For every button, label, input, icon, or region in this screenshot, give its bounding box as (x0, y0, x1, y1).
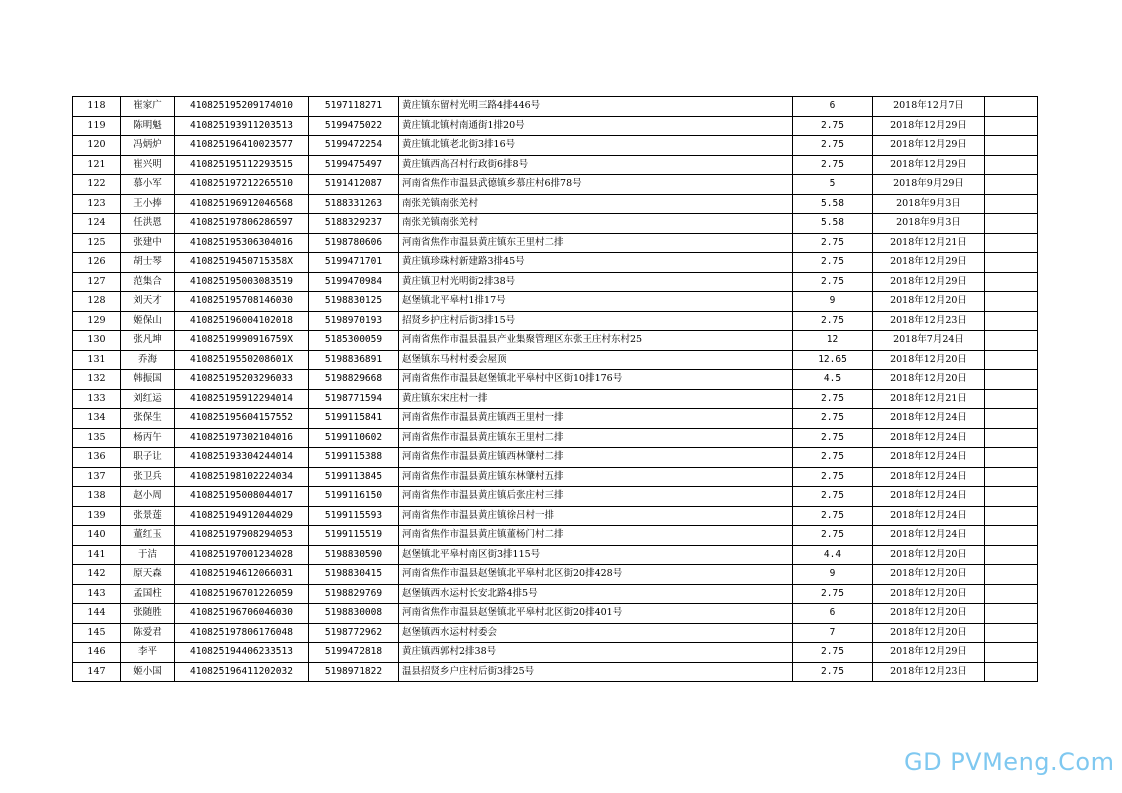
capacity-cell: 5 (793, 175, 873, 195)
address-cell: 河南省焦作市温县武德镇乡慕庄村6排78号 (399, 175, 793, 195)
address-cell: 河南省焦作市温县温县产业集聚管理区东张王庄村东村25 (399, 331, 793, 351)
capacity-cell: 4.5 (793, 370, 873, 390)
row-number-cell: 133 (73, 389, 121, 409)
row-number-cell: 137 (73, 467, 121, 487)
account-number-cell: 5198830415 (309, 565, 399, 585)
id-number-cell: 41082519550208601X (175, 350, 309, 370)
row-number-cell: 122 (73, 175, 121, 195)
id-number-cell: 410825196706046030 (175, 604, 309, 624)
date-cell: 2018年9月3日 (873, 214, 985, 234)
account-number-cell: 5188331263 (309, 194, 399, 214)
account-number-cell: 5199472254 (309, 136, 399, 156)
name-cell: 崔家广 (121, 97, 175, 117)
account-number-cell: 5198830590 (309, 545, 399, 565)
capacity-cell: 2.75 (793, 467, 873, 487)
capacity-cell: 12 (793, 331, 873, 351)
row-number-cell: 124 (73, 214, 121, 234)
table-row (73, 214, 1038, 234)
capacity-cell: 7 (793, 623, 873, 643)
empty-cell (985, 370, 1038, 390)
id-number-cell: 410825195003083519 (175, 272, 309, 292)
name-cell: 张随胜 (121, 604, 175, 624)
name-cell: 陈明魁 (121, 116, 175, 136)
id-number-cell: 410825197806286597 (175, 214, 309, 234)
empty-cell (985, 467, 1038, 487)
empty-cell (985, 214, 1038, 234)
name-cell: 胡士琴 (121, 253, 175, 273)
name-cell: 张景莲 (121, 506, 175, 526)
date-cell: 2018年12月20日 (873, 292, 985, 312)
table-row (73, 233, 1038, 253)
empty-cell (985, 604, 1038, 624)
date-cell: 2018年12月24日 (873, 506, 985, 526)
id-number-cell: 410825196410023577 (175, 136, 309, 156)
account-number-cell: 5199475022 (309, 116, 399, 136)
id-number-cell: 410825195306304016 (175, 233, 309, 253)
address-cell: 河南省焦作市温县黄庄镇后张庄村三排 (399, 487, 793, 507)
capacity-cell: 2.75 (793, 584, 873, 604)
address-cell: 招贤乡护庄村后街3排15号 (399, 311, 793, 331)
row-number-cell: 131 (73, 350, 121, 370)
id-number-cell: 410825193911203513 (175, 116, 309, 136)
row-number-cell: 144 (73, 604, 121, 624)
empty-cell (985, 584, 1038, 604)
row-number-cell: 139 (73, 506, 121, 526)
id-number-cell: 410825197302104016 (175, 428, 309, 448)
row-number-cell: 123 (73, 194, 121, 214)
id-number-cell: 410825193304244014 (175, 448, 309, 468)
id-number-cell: 410825197212265510 (175, 175, 309, 195)
row-number-cell: 119 (73, 116, 121, 136)
date-cell: 2018年12月23日 (873, 311, 985, 331)
table-row (73, 370, 1038, 390)
address-cell: 温县招贤乡户庄村后街3排25号 (399, 662, 793, 682)
table-row (73, 409, 1038, 429)
capacity-cell: 6 (793, 604, 873, 624)
id-number-cell: 410825195708146030 (175, 292, 309, 312)
table-row (73, 116, 1038, 136)
date-cell: 2018年12月24日 (873, 526, 985, 546)
address-cell: 黄庄镇东留村光明三路4排446号 (399, 97, 793, 117)
records-body (73, 97, 1038, 682)
address-cell: 黄庄镇北镇老北街3排16号 (399, 136, 793, 156)
empty-cell (985, 331, 1038, 351)
empty-cell (985, 272, 1038, 292)
account-number-cell: 5198829769 (309, 584, 399, 604)
row-number-cell: 125 (73, 233, 121, 253)
name-cell: 姬保山 (121, 311, 175, 331)
date-cell: 2018年12月20日 (873, 370, 985, 390)
empty-cell (985, 136, 1038, 156)
row-number-cell: 130 (73, 331, 121, 351)
table-row (73, 253, 1038, 273)
date-cell: 2018年9月3日 (873, 194, 985, 214)
date-cell: 2018年12月29日 (873, 272, 985, 292)
date-cell: 2018年12月29日 (873, 116, 985, 136)
address-cell: 黄庄镇珍珠村新建路3排45号 (399, 253, 793, 273)
empty-cell (985, 565, 1038, 585)
account-number-cell: 5198970193 (309, 311, 399, 331)
address-cell: 南张羌镇南张羌村 (399, 194, 793, 214)
empty-cell (985, 409, 1038, 429)
date-cell: 2018年12月20日 (873, 584, 985, 604)
id-number-cell: 410825196411202032 (175, 662, 309, 682)
empty-cell (985, 292, 1038, 312)
address-cell: 黄庄镇北镇村南通街1排20号 (399, 116, 793, 136)
capacity-cell: 12.65 (793, 350, 873, 370)
account-number-cell: 5199113845 (309, 467, 399, 487)
empty-cell (985, 545, 1038, 565)
empty-cell (985, 253, 1038, 273)
table-row (73, 155, 1038, 175)
address-cell: 赵堡镇东马村村委会屋顶 (399, 350, 793, 370)
id-number-cell: 410825196004102018 (175, 311, 309, 331)
account-number-cell: 5198772962 (309, 623, 399, 643)
date-cell: 2018年12月29日 (873, 136, 985, 156)
address-cell: 河南省焦作市温县黄庄镇东王里村二排 (399, 233, 793, 253)
row-number-cell: 126 (73, 253, 121, 273)
id-number-cell: 410825194406233513 (175, 643, 309, 663)
account-number-cell: 5198829668 (309, 370, 399, 390)
watermark-text: GD PVMeng.Com (904, 748, 1115, 776)
name-cell: 慕小军 (121, 175, 175, 195)
row-number-cell: 145 (73, 623, 121, 643)
date-cell: 2018年12月24日 (873, 467, 985, 487)
table-row (73, 311, 1038, 331)
capacity-cell: 2.75 (793, 526, 873, 546)
capacity-cell: 2.75 (793, 643, 873, 663)
capacity-cell: 5.58 (793, 214, 873, 234)
name-cell: 冯炳炉 (121, 136, 175, 156)
account-number-cell: 5197118271 (309, 97, 399, 117)
id-number-cell: 41082519990916759X (175, 331, 309, 351)
table-row (73, 194, 1038, 214)
capacity-cell: 2.75 (793, 409, 873, 429)
name-cell: 赵小周 (121, 487, 175, 507)
row-number-cell: 143 (73, 584, 121, 604)
name-cell: 刘天才 (121, 292, 175, 312)
records-table (72, 96, 1038, 682)
empty-cell (985, 194, 1038, 214)
name-cell: 张保生 (121, 409, 175, 429)
empty-cell (985, 662, 1038, 682)
table-row (73, 545, 1038, 565)
account-number-cell: 5188329237 (309, 214, 399, 234)
name-cell: 张建中 (121, 233, 175, 253)
capacity-cell: 2.75 (793, 662, 873, 682)
table-row (73, 643, 1038, 663)
address-cell: 河南省焦作市温县赵堡镇北平皋村中区街10排176号 (399, 370, 793, 390)
row-number-cell: 134 (73, 409, 121, 429)
table-row (73, 331, 1038, 351)
table-row (73, 487, 1038, 507)
date-cell: 2018年12月24日 (873, 428, 985, 448)
address-cell: 赵堡镇北平皋村南区街3排115号 (399, 545, 793, 565)
id-number-cell: 410825195112293515 (175, 155, 309, 175)
id-number-cell: 410825195203296033 (175, 370, 309, 390)
capacity-cell: 9 (793, 292, 873, 312)
table-row (73, 565, 1038, 585)
empty-cell (985, 155, 1038, 175)
address-cell: 河南省焦作市温县黄庄镇东王里村二排 (399, 428, 793, 448)
capacity-cell: 2.75 (793, 448, 873, 468)
name-cell: 董红玉 (121, 526, 175, 546)
date-cell: 2018年12月21日 (873, 233, 985, 253)
date-cell: 2018年12月20日 (873, 350, 985, 370)
capacity-cell: 5.58 (793, 194, 873, 214)
table-row (73, 467, 1038, 487)
table-row (73, 136, 1038, 156)
account-number-cell: 5199116150 (309, 487, 399, 507)
id-number-cell: 410825196912046568 (175, 194, 309, 214)
capacity-cell: 2.75 (793, 253, 873, 273)
date-cell: 2018年12月20日 (873, 545, 985, 565)
date-cell: 2018年12月29日 (873, 643, 985, 663)
table-row (73, 662, 1038, 682)
account-number-cell: 5199472818 (309, 643, 399, 663)
empty-cell (985, 389, 1038, 409)
empty-cell (985, 97, 1038, 117)
capacity-cell: 2.75 (793, 428, 873, 448)
address-cell: 赵堡镇西水运村村委会 (399, 623, 793, 643)
row-number-cell: 121 (73, 155, 121, 175)
name-cell: 李平 (121, 643, 175, 663)
row-number-cell: 128 (73, 292, 121, 312)
date-cell: 2018年12月29日 (873, 155, 985, 175)
id-number-cell: 410825195008044017 (175, 487, 309, 507)
capacity-cell: 6 (793, 97, 873, 117)
address-cell: 河南省焦作市温县黄庄镇西王里村一排 (399, 409, 793, 429)
address-cell: 河南省焦作市温县黄庄镇东林肇村五排 (399, 467, 793, 487)
account-number-cell: 5198830008 (309, 604, 399, 624)
id-number-cell: 410825194912044029 (175, 506, 309, 526)
address-cell: 南张羌镇南张羌村 (399, 214, 793, 234)
capacity-cell: 2.75 (793, 506, 873, 526)
address-cell: 黄庄镇东宋庄村一排 (399, 389, 793, 409)
empty-cell (985, 526, 1038, 546)
capacity-cell: 9 (793, 565, 873, 585)
row-number-cell: 146 (73, 643, 121, 663)
date-cell: 2018年12月7日 (873, 97, 985, 117)
row-number-cell: 129 (73, 311, 121, 331)
id-number-cell: 410825196701226059 (175, 584, 309, 604)
date-cell: 2018年12月20日 (873, 623, 985, 643)
id-number-cell: 410825195209174010 (175, 97, 309, 117)
row-number-cell: 132 (73, 370, 121, 390)
table-row (73, 292, 1038, 312)
address-cell: 河南省焦作市温县黄庄镇西林肇村二排 (399, 448, 793, 468)
account-number-cell: 5185300059 (309, 331, 399, 351)
account-number-cell: 5198971822 (309, 662, 399, 682)
account-number-cell: 5198836891 (309, 350, 399, 370)
date-cell: 2018年9月29日 (873, 175, 985, 195)
table-row (73, 428, 1038, 448)
table-row (73, 175, 1038, 195)
empty-cell (985, 623, 1038, 643)
row-number-cell: 127 (73, 272, 121, 292)
account-number-cell: 5199470984 (309, 272, 399, 292)
name-cell: 张凡坤 (121, 331, 175, 351)
date-cell: 2018年12月20日 (873, 565, 985, 585)
date-cell: 2018年12月24日 (873, 448, 985, 468)
name-cell: 张卫兵 (121, 467, 175, 487)
address-cell: 河南省焦作市温县黄庄镇董杨门村二排 (399, 526, 793, 546)
date-cell: 2018年12月24日 (873, 409, 985, 429)
row-number-cell: 120 (73, 136, 121, 156)
account-number-cell: 5199115841 (309, 409, 399, 429)
account-number-cell: 5199115388 (309, 448, 399, 468)
empty-cell (985, 487, 1038, 507)
address-cell: 河南省焦作市温县黄庄镇徐吕村一排 (399, 506, 793, 526)
address-cell: 黄庄镇卫村光明街2排38号 (399, 272, 793, 292)
row-number-cell: 136 (73, 448, 121, 468)
name-cell: 孟国柱 (121, 584, 175, 604)
name-cell: 任洪恩 (121, 214, 175, 234)
date-cell: 2018年12月21日 (873, 389, 985, 409)
capacity-cell: 2.75 (793, 487, 873, 507)
records-sheet (72, 96, 1037, 682)
table-row (73, 389, 1038, 409)
name-cell: 于洁 (121, 545, 175, 565)
date-cell: 2018年12月20日 (873, 604, 985, 624)
address-cell: 赵堡镇西水运村长安北路4排5号 (399, 584, 793, 604)
name-cell: 陈爱君 (121, 623, 175, 643)
id-number-cell: 410825197806176048 (175, 623, 309, 643)
row-number-cell: 141 (73, 545, 121, 565)
id-number-cell: 410825197001234028 (175, 545, 309, 565)
row-number-cell: 147 (73, 662, 121, 682)
id-number-cell: 410825195604157552 (175, 409, 309, 429)
capacity-cell: 2.75 (793, 116, 873, 136)
empty-cell (985, 233, 1038, 253)
empty-cell (985, 350, 1038, 370)
capacity-cell: 2.75 (793, 155, 873, 175)
id-number-cell: 410825197908294053 (175, 526, 309, 546)
date-cell: 2018年12月29日 (873, 253, 985, 273)
table-row (73, 623, 1038, 643)
table-row (73, 604, 1038, 624)
empty-cell (985, 428, 1038, 448)
address-cell: 黄庄镇西高召村行政街6排8号 (399, 155, 793, 175)
capacity-cell: 2.75 (793, 233, 873, 253)
account-number-cell: 5198830125 (309, 292, 399, 312)
account-number-cell: 5198771594 (309, 389, 399, 409)
address-cell: 黄庄镇西郭村2排38号 (399, 643, 793, 663)
name-cell: 职子让 (121, 448, 175, 468)
account-number-cell: 5199110602 (309, 428, 399, 448)
account-number-cell: 5199115593 (309, 506, 399, 526)
id-number-cell: 41082519450715358X (175, 253, 309, 273)
name-cell: 韩振国 (121, 370, 175, 390)
capacity-cell: 2.75 (793, 389, 873, 409)
address-cell: 河南省焦作市温县赵堡镇北平皋村北区街20排401号 (399, 604, 793, 624)
table-row (73, 97, 1038, 117)
name-cell: 姬小国 (121, 662, 175, 682)
row-number-cell: 140 (73, 526, 121, 546)
table-row (73, 272, 1038, 292)
empty-cell (985, 311, 1038, 331)
name-cell: 乔海 (121, 350, 175, 370)
empty-cell (985, 116, 1038, 136)
table-row (73, 526, 1038, 546)
name-cell: 刘红运 (121, 389, 175, 409)
row-number-cell: 118 (73, 97, 121, 117)
address-cell: 河南省焦作市温县赵堡镇北平皋村北区街20排428号 (399, 565, 793, 585)
row-number-cell: 138 (73, 487, 121, 507)
id-number-cell: 410825195912294014 (175, 389, 309, 409)
account-number-cell: 5191412087 (309, 175, 399, 195)
account-number-cell: 5199475497 (309, 155, 399, 175)
date-cell: 2018年12月24日 (873, 487, 985, 507)
capacity-cell: 2.75 (793, 311, 873, 331)
empty-cell (985, 448, 1038, 468)
empty-cell (985, 175, 1038, 195)
table-row (73, 584, 1038, 604)
name-cell: 崔兴明 (121, 155, 175, 175)
account-number-cell: 5199471701 (309, 253, 399, 273)
account-number-cell: 5198780606 (309, 233, 399, 253)
row-number-cell: 142 (73, 565, 121, 585)
id-number-cell: 410825198102224034 (175, 467, 309, 487)
date-cell: 2018年12月23日 (873, 662, 985, 682)
table-row (73, 350, 1038, 370)
date-cell: 2018年7月24日 (873, 331, 985, 351)
name-cell: 原天森 (121, 565, 175, 585)
name-cell: 杨丙午 (121, 428, 175, 448)
empty-cell (985, 506, 1038, 526)
id-number-cell: 410825194612066031 (175, 565, 309, 585)
table-row (73, 448, 1038, 468)
account-number-cell: 5199115519 (309, 526, 399, 546)
empty-cell (985, 643, 1038, 663)
address-cell: 赵堡镇北平皋村1排17号 (399, 292, 793, 312)
name-cell: 范集合 (121, 272, 175, 292)
name-cell: 王小捧 (121, 194, 175, 214)
capacity-cell: 4.4 (793, 545, 873, 565)
row-number-cell: 135 (73, 428, 121, 448)
table-row (73, 506, 1038, 526)
capacity-cell: 2.75 (793, 136, 873, 156)
capacity-cell: 2.75 (793, 272, 873, 292)
